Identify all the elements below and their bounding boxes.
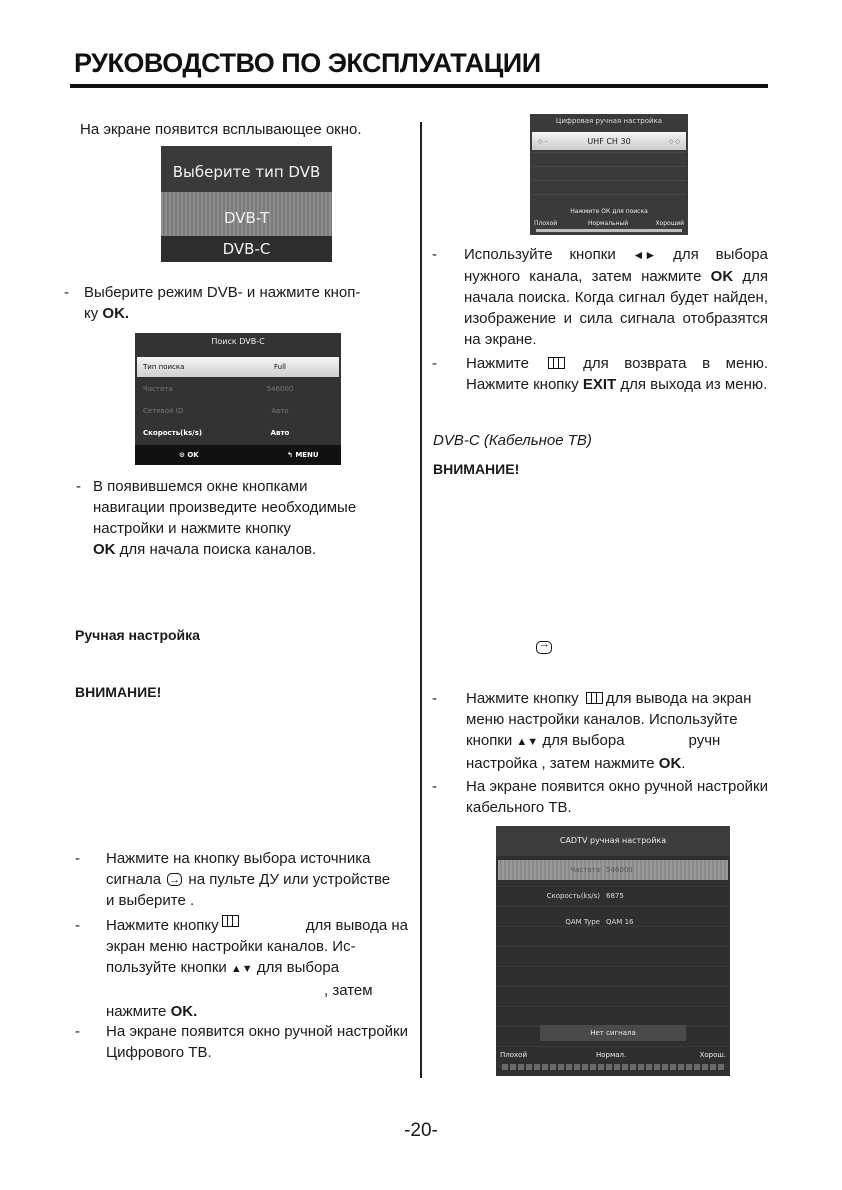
cadtv-title: CADTV ручная настройка	[559, 836, 667, 845]
search-title: Поиск DVB-C	[211, 337, 265, 346]
bullet-select-dvb	[84, 282, 404, 324]
search-row	[137, 379, 339, 399]
bullet-dash: -	[432, 355, 437, 372]
warning-heading: ВНИМАНИЕ!	[75, 684, 162, 700]
menu-icon	[222, 915, 239, 927]
source-icon	[536, 638, 552, 654]
bullet-menu-cable	[466, 688, 770, 774]
nav-line4: для начала поиска каналов.	[115, 541, 317, 558]
return-b: для возврата в меню. Нажмите кнопку	[466, 355, 768, 393]
search-row-value: Full	[274, 363, 286, 371]
column-divider	[420, 122, 422, 1078]
cadtv-row-value: QAM 16	[606, 918, 634, 926]
cable-c: для выбора	[538, 732, 625, 749]
up-down-arrows-icon: ▲▼	[230, 963, 253, 975]
left-right-arrows-icon: ◄►	[632, 248, 657, 262]
menu-line3b: для выбора	[252, 959, 340, 976]
nav-line1: В появившемся окне кнопками	[93, 478, 308, 495]
signal-strength-bar	[536, 229, 682, 232]
menu-line1a: Нажмите кнопку	[106, 917, 219, 934]
left-arrow-icon: ◇ –	[538, 137, 548, 145]
channel-bar	[532, 132, 686, 150]
cadtv-row	[498, 886, 728, 906]
cadtv-row-label: Частота	[570, 866, 600, 874]
signal-bad-label: Плохой	[500, 1051, 527, 1059]
up-down-arrows-icon: ▲▼	[516, 736, 539, 748]
cadtv-row	[498, 860, 728, 880]
digital-manual-screenshot	[530, 114, 688, 235]
dvb-select-title: Выберите тип DVB	[161, 146, 332, 198]
bullet-source	[106, 848, 408, 911]
ok-hint-label: OK	[187, 451, 199, 459]
ok-hint	[179, 451, 199, 459]
source-line2a: сигнала	[106, 871, 166, 888]
nav-line3: настройки и нажмите кнопку	[93, 520, 291, 537]
search-hint: Нажмите ОК для поиска	[570, 208, 648, 215]
bullet-select-dvb-line1: Выберите режим DVB- и нажмите кноп-	[84, 284, 361, 301]
digital-manual-title: Цифровая ручная настройка	[555, 117, 663, 125]
menu-line4: , затем	[324, 982, 373, 999]
signal-normal-label: Нормальный	[588, 220, 629, 227]
bullet-digital-window: На экране появится окно ручной настройки Цифрового ТВ.	[106, 1023, 408, 1061]
search-footer	[135, 445, 341, 465]
menu-hint	[287, 451, 319, 459]
ok-key-label: OK.	[102, 305, 130, 322]
cadtv-row	[498, 912, 728, 932]
nav-line2: навигации произведите необходимые	[93, 499, 357, 516]
menu-line5: нажмите	[106, 1003, 171, 1020]
exit-key-label: EXIT	[582, 376, 617, 393]
bullet-select-dvb-line2: ку	[84, 305, 103, 322]
return-icon: ↰	[287, 451, 293, 459]
ok-circle-icon: ⊙	[179, 451, 185, 459]
search-row-label: Частота	[143, 385, 173, 393]
right-arrow-icon: ◇ ◇	[668, 137, 680, 145]
ok-key-label: OK.	[170, 1003, 198, 1020]
search-row-label: Тип поиска	[143, 363, 185, 371]
bullet-dash: -	[75, 850, 80, 867]
choose-b: для выбора нужного канала, затем нажмите	[464, 246, 768, 285]
bullet-return-menu	[466, 353, 768, 395]
source-line1: Нажмите на кнопку выбора источника	[106, 850, 371, 867]
search-row	[137, 401, 339, 421]
return-a: Нажмите	[466, 355, 545, 372]
source-line2b: на пульте ДУ или устройстве	[184, 871, 391, 888]
ok-key-label: OK	[93, 541, 116, 558]
cable-line2: меню настройки каналов. Используйте	[466, 711, 738, 728]
search-row-value: 546000	[266, 385, 294, 393]
menu-line2: экран меню настройки каналов. Ис-	[106, 938, 356, 955]
bullet-dash: -	[75, 917, 80, 934]
search-row-value: Авто	[271, 407, 289, 415]
cable-f: .	[681, 755, 686, 772]
cadtv-row-label: Скорость(ks/s)	[546, 892, 600, 900]
warning-heading: ВНИМАНИЕ!	[433, 461, 520, 477]
signal-normal-label: Нормал.	[596, 1051, 627, 1059]
menu-line1b: для вывода на	[305, 917, 408, 934]
dvbc-heading: DVB-C (Кабельное ТВ)	[433, 432, 592, 449]
cable-e: настройка , затем нажмите	[466, 755, 659, 772]
cadtv-row-value: 546000	[606, 866, 633, 874]
bullet-dash: -	[75, 1023, 80, 1040]
signal-bad-label: Плохой	[534, 220, 558, 227]
bullet-dash: -	[432, 690, 437, 707]
return-c: для выхода из меню.	[616, 376, 768, 393]
menu-icon	[548, 357, 565, 369]
manual-tuning-heading: Ручная настройка	[75, 627, 200, 643]
dvb-type-screenshot	[161, 146, 332, 262]
bullet-choose-channel	[464, 244, 768, 350]
ok-key-label: OK	[710, 268, 734, 285]
bullet-dash: -	[64, 284, 69, 301]
search-row-label: Сетевой ID	[143, 407, 184, 415]
bullet-cable-window: На экране появится окно ручной настройки кабельного ТВ.	[466, 778, 768, 816]
choose-a: Используйте кнопки	[464, 246, 633, 263]
bullet-menu-digital	[106, 915, 408, 1022]
popup-text: На экране появится всплывающее окно.	[80, 121, 362, 138]
channel-label: UHF CH 30	[587, 136, 631, 146]
cadtv-screenshot	[496, 826, 730, 1076]
cadtv-row-value: 6875	[606, 892, 624, 900]
search-row-value: Авто	[270, 429, 290, 437]
search-row	[137, 423, 339, 443]
source-line3: и выберите .	[106, 892, 195, 909]
search-row-label: Скорость(ks/s)	[143, 429, 203, 437]
signal-good-label: Хорош.	[699, 1051, 726, 1059]
signal-good-label: Хороший	[655, 220, 684, 227]
no-signal-label: Нет сигнала	[540, 1025, 686, 1041]
signal-strength-bar	[502, 1064, 724, 1070]
menu-icon	[586, 692, 603, 704]
title-underline	[70, 84, 768, 88]
menu-hint-label: MENU	[295, 451, 319, 459]
dvbc-search-screenshot	[135, 333, 341, 465]
cable-line3: кнопки	[466, 732, 517, 749]
bullet-dash: -	[432, 246, 437, 263]
cable-d: ручн	[688, 732, 721, 749]
signal-panel	[532, 152, 686, 208]
cadtv-row-label: QAM Type	[565, 918, 600, 926]
arrow-right-icon: →	[539, 638, 550, 650]
page-title: РУКОВОДСТВО ПО ЭКСПЛУАТАЦИИ	[74, 48, 541, 78]
dvb-option-c: DVB-C	[161, 236, 332, 262]
menu-line3a: пользуйте кнопки	[106, 959, 231, 976]
choose-c: для начала поиска. Когда сигнал будет найден, изображение и сила сигнала отобразятся на экране.	[464, 268, 769, 348]
search-row	[137, 357, 339, 377]
ok-key-label: OK	[658, 755, 682, 772]
bullet-navigation	[93, 476, 403, 560]
page-number: -20-	[404, 1120, 438, 1141]
source-icon	[167, 873, 182, 886]
dvb-option-t: DVB-T	[161, 192, 332, 244]
cable-a: Нажмите кнопку	[466, 690, 583, 707]
bullet-dash: -	[76, 478, 81, 495]
bullet-dash: -	[432, 778, 437, 795]
cable-b1: для вывода на экран	[605, 690, 752, 707]
